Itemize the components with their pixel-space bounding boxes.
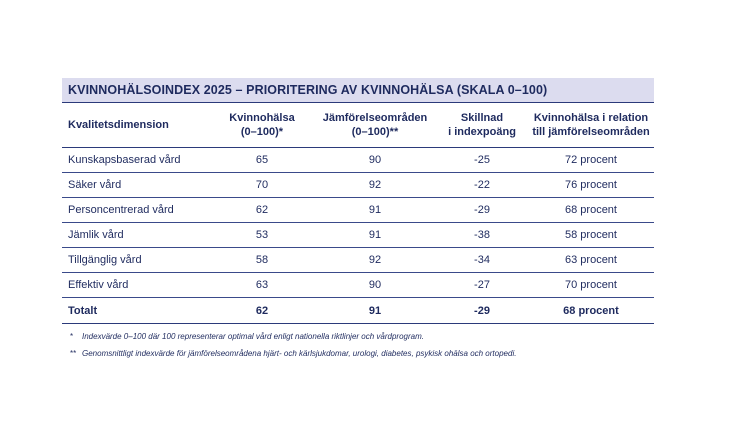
cell-jamforelse: 91 (314, 223, 436, 248)
cell-jamforelse: 90 (314, 273, 436, 298)
footnote-text: Genomsnittligt indexvärde för jämförelseområdena hjärt- och kärlsjukdomar, urologi, diabetes, psykisk ohälsa och ortopedi. (82, 349, 517, 358)
footnote (70, 328, 670, 345)
footnote-text: Indexvärde 0–100 där 100 representerar optimal vård enligt nationella riktlinjer och vårdprogram. (82, 332, 424, 341)
cell-relation: 72 procent (528, 148, 654, 173)
index-table (62, 78, 654, 324)
cell-relation: 68 procent (528, 198, 654, 223)
cell-skillnad: -27 (436, 273, 528, 298)
header-jamforelse: Jämförelseområden (0–100)** (314, 103, 436, 148)
cell-relation: 58 procent (528, 223, 654, 248)
cell-jamforelse: 91 (314, 198, 436, 223)
table-row (62, 248, 654, 273)
cell-skillnad: -25 (436, 148, 528, 173)
table-row (62, 223, 654, 248)
table-row (62, 273, 654, 298)
cell-dimension: Säker vård (62, 173, 210, 198)
data-table (62, 103, 654, 324)
cell-relation: 68 procent (528, 298, 654, 324)
cell-skillnad: -22 (436, 173, 528, 198)
cell-kvinnohalsa: 62 (210, 198, 314, 223)
cell-relation: 70 procent (528, 273, 654, 298)
cell-skillnad: -29 (436, 298, 528, 324)
cell-dimension: Tillgänglig vård (62, 248, 210, 273)
cell-kvinnohalsa: 53 (210, 223, 314, 248)
header-dimension: Kvalitetsdimension (62, 103, 210, 148)
footnotes (70, 328, 670, 362)
table-row (62, 148, 654, 173)
cell-kvinnohalsa: 65 (210, 148, 314, 173)
table-title: KVINNOHÄLSOINDEX 2025 – PRIORITERING AV KVINNOHÄLSA (SKALA 0–100) (62, 78, 654, 103)
header-skillnad: Skillnad i indexpoäng (436, 103, 528, 148)
header-kvinnohalsa: Kvinnohälsa (0–100)* (210, 103, 314, 148)
footnote (70, 345, 670, 362)
cell-skillnad: -38 (436, 223, 528, 248)
cell-dimension: Personcentrerad vård (62, 198, 210, 223)
table-row (62, 173, 654, 198)
cell-jamforelse: 90 (314, 148, 436, 173)
table-row (62, 198, 654, 223)
cell-jamforelse: 92 (314, 248, 436, 273)
header-relation: Kvinnohälsa i relation till jämförelseområden (528, 103, 654, 148)
cell-kvinnohalsa: 58 (210, 248, 314, 273)
cell-skillnad: -34 (436, 248, 528, 273)
header-row (62, 103, 654, 148)
cell-dimension: Kunskapsbaserad vård (62, 148, 210, 173)
cell-kvinnohalsa: 62 (210, 298, 314, 324)
cell-relation: 63 procent (528, 248, 654, 273)
cell-dimension: Effektiv vård (62, 273, 210, 298)
cell-dimension: Jämlik vård (62, 223, 210, 248)
cell-dimension: Totalt (62, 298, 210, 324)
footnote-mark: * (70, 332, 74, 341)
cell-jamforelse: 91 (314, 298, 436, 324)
cell-kvinnohalsa: 70 (210, 173, 314, 198)
cell-jamforelse: 92 (314, 173, 436, 198)
cell-skillnad: -29 (436, 198, 528, 223)
total-row (62, 298, 654, 324)
cell-relation: 76 procent (528, 173, 654, 198)
cell-kvinnohalsa: 63 (210, 273, 314, 298)
footnote-mark: ** (70, 349, 77, 358)
